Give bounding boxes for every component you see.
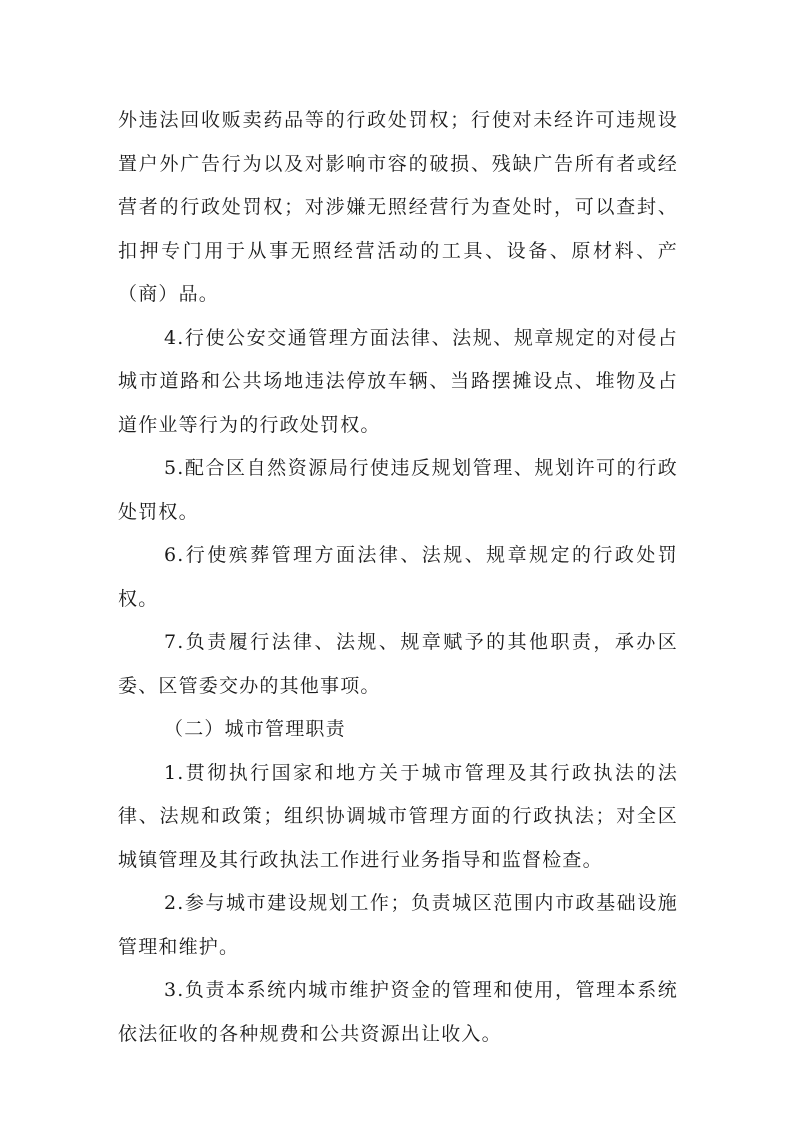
- paragraph-item-5: 5.配合区自然资源局行使违反规划管理、规划许可的行政处罚权。: [118, 457, 678, 523]
- paragraph-city-item-1: 1.贯彻执行国家和地方关于城市管理及其行政执法的法律、法规和政策；组织协调城市管理方面的行政执法；对全区城镇管理及其行政执法工作进行业务指导和监督检查。: [118, 761, 678, 871]
- paragraph-city-item-2: 2.参与城市建设规划工作；负责城区范围内市政基础设施管理和维护。: [118, 892, 678, 958]
- paragraph-continued: 外违法回收贩卖药品等的行政处罚权；行使对未经许可违规设置户外广告行为以及对影响市容的破损、残缺广告所有者或经营者的行政处罚权；对涉嫌无照经营行为查处时，可以查封、扣押专门用于从事无照经营活动的工具、设备、原材料、产（商）品。: [118, 109, 678, 305]
- document-body: [118, 99, 678, 1056]
- section-heading-city-management: （二）城市管理职责: [164, 718, 346, 740]
- paragraph-item-4: 4.行使公安交通管理方面法律、法规、规章规定的对侵占城市道路和公共场地违法停放车辆、当路摆摊设点、堆物及占道作业等行为的行政处罚权。: [118, 326, 678, 436]
- paragraph-city-item-3: 3.负责本系统内城市维护资金的管理和使用，管理本系统依法征收的各种规费和公共资源出让收入。: [118, 979, 678, 1045]
- paragraph-item-6: 6.行使殡葬管理方面法律、法规、规章规定的行政处罚权。: [118, 544, 678, 610]
- paragraph-item-7: 7.负责履行法律、法规、规章赋予的其他职责，承办区委、区管委交办的其他事项。: [118, 631, 678, 697]
